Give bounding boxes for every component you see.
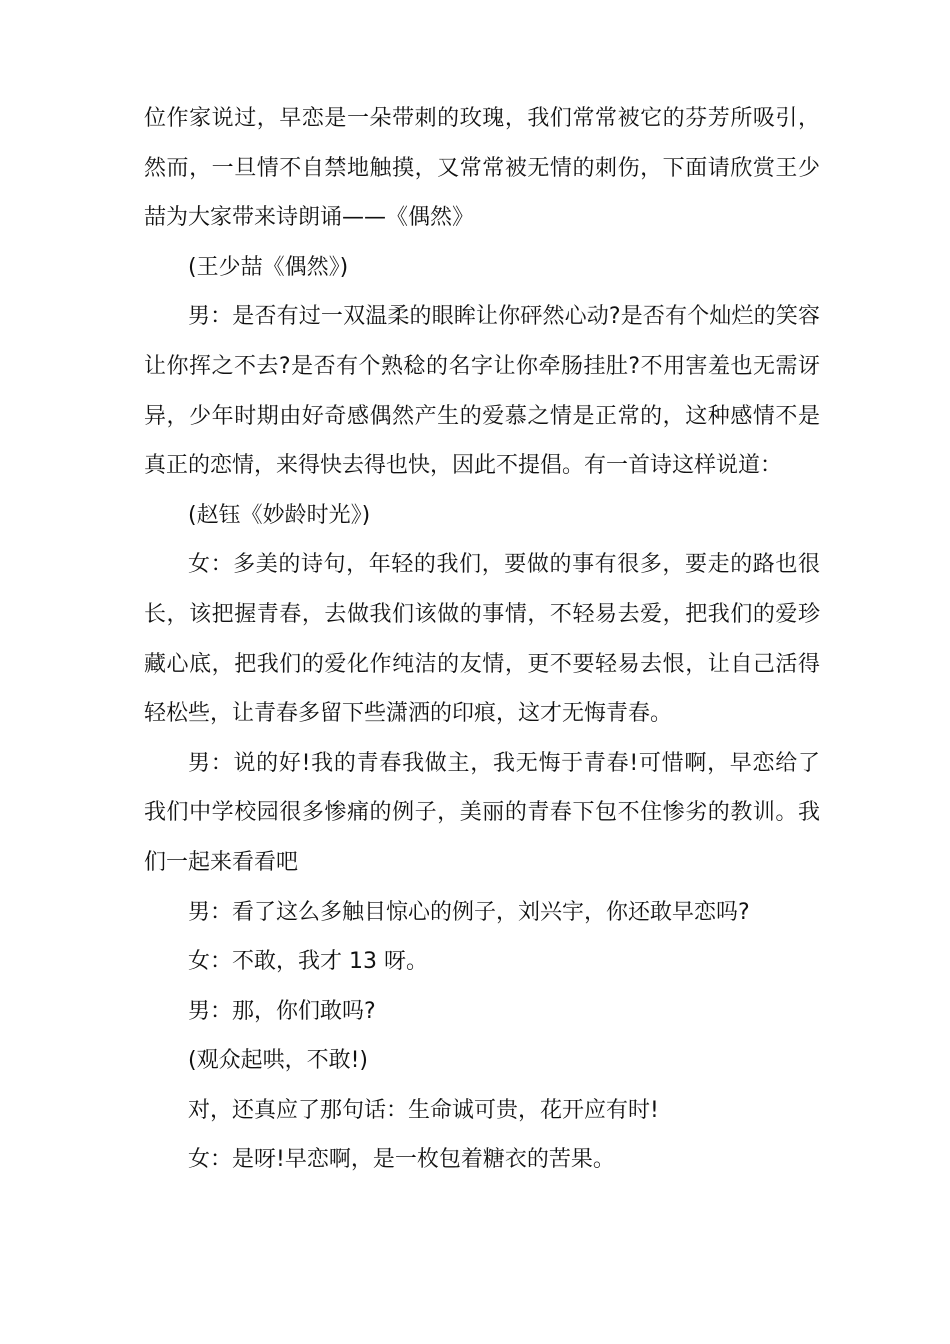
paragraph-5: 女：多美的诗句，年轻的我们，要做的事有很多，要走的路也很长，该把握青春，去做我们该做的事情，不轻易去爱，把我们的爱珍藏心底，把我们的爱化作纯洁的友情，更不要轻易去恨，让自己活得轻松些，让青春多留下些潇洒的印痕，这才无悔青春。 xyxy=(144,552,820,727)
paragraph-4: (赵钰《妙龄时光》) xyxy=(188,502,371,528)
paragraph-2: (王少喆《偶然》) xyxy=(188,254,349,280)
paragraph-1: 位作家说过，早恋是一朵带刺的玫瑰，我们常常被它的芬芳所吸引，然而，一旦情不自禁地触摸，又常常被无情的刺伤，下面请欣赏王少喆为大家带来诗朗诵——《偶然》 xyxy=(144,106,820,231)
paragraph-9: 男：那，你们敢吗? xyxy=(188,998,376,1024)
paragraph-11: 对，还真应了那句话：生命诚可贵，花开应有时! xyxy=(188,1097,659,1123)
paragraph-8: 女：不敢，我才 13 呀。 xyxy=(188,949,428,975)
paragraph-3: 男：是否有过一双温柔的眼眸让你砰然心动?是否有个灿烂的笑容让你挥之不去?是否有个熟稔的名字让你牵肠挂肚?不用害羞也无需讶异，少年时期由好奇感偶然产生的爱慕之情是正常的，这种感情不是真正的恋情，来得快去得也快，因此不提倡。有一首诗这样说道： xyxy=(144,304,820,479)
paragraph-12: 女：是呀!早恋啊，是一枚包着糖衣的苦果。 xyxy=(188,1147,615,1173)
paragraph-6: 男：说的好!我的青春我做主，我无悔于青春!可惜啊，早恋给了我们中学校园很多惨痛的例子，美丽的青春下包不住惨劣的教训。我们一起来看看吧 xyxy=(144,750,820,875)
paragraph-7: 男：看了这么多触目惊心的例子，刘兴宇，你还敢早恋吗? xyxy=(188,899,750,925)
paragraph-10: (观众起哄，不敢!) xyxy=(188,1048,368,1074)
document-body xyxy=(144,94,820,1185)
